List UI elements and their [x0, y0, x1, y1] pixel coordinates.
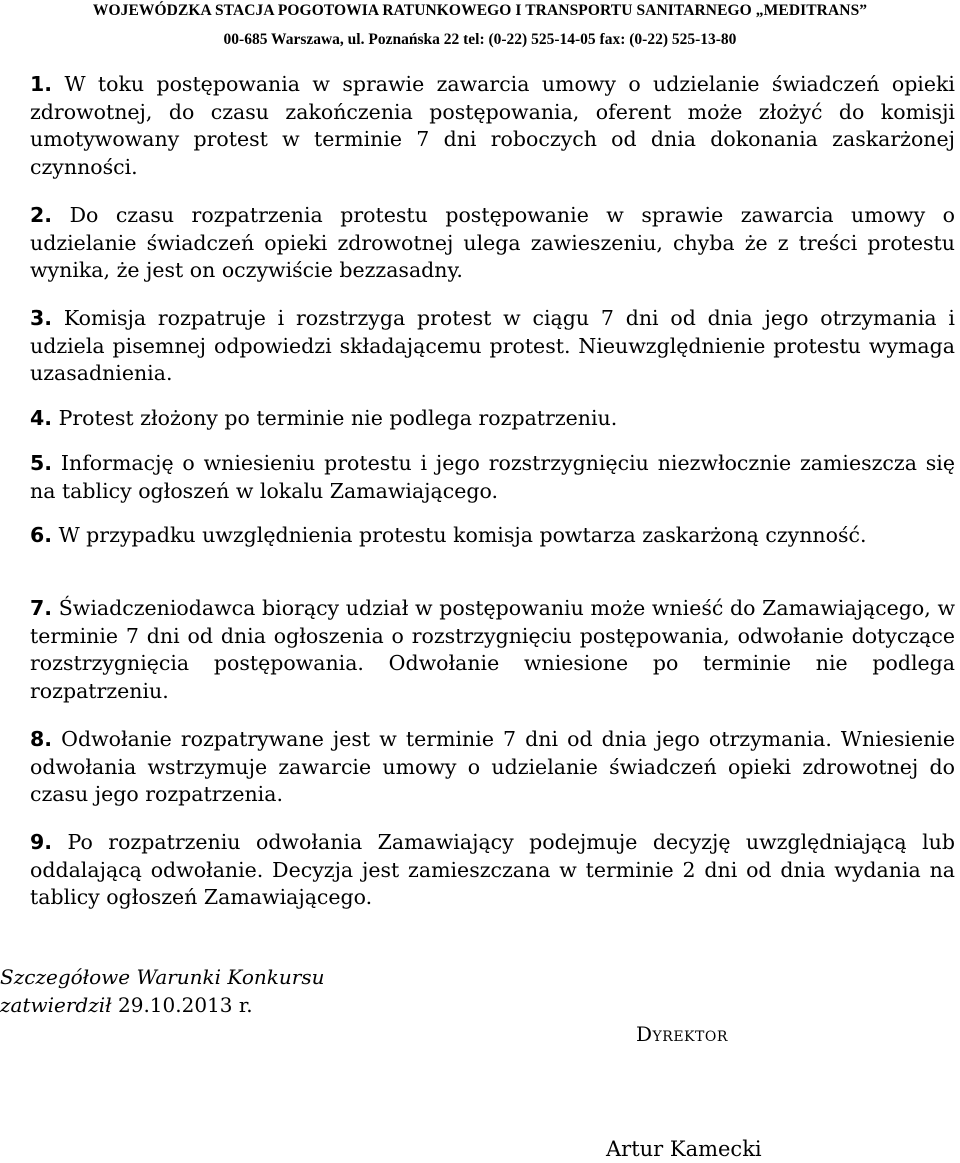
item-number: 2. [30, 203, 53, 227]
item-text: Świadczeniodawca biorący udział w postępowaniu może wnieść do Zamawiającego, w terminie 7 dni od dnia ogłoszenia o rozstrzygnięciu postępowania, odwołanie dotyczące rozstrzygnięcia postępowania. Odwołanie wniesione po terminie nie podlega rozpatrzeniu. [30, 596, 955, 703]
list-item [30, 71, 955, 181]
item-number: 3. [30, 306, 53, 330]
list-item [30, 595, 955, 705]
list-item [30, 829, 955, 912]
approval-line [0, 991, 253, 1019]
item-number: 5. [30, 451, 53, 475]
organization-name: WOJEWÓDZKA STACJA POGOTOWIA RATUNKOWEGO I TRANSPORTU SANITARNEGO „MEDITRANS” [92, 2, 868, 19]
item-text: Komisja rozpatruje i rozstrzyga protest w ciągu 7 dni od dnia jego otrzymania i udziela pisemnej odpowiedzi składającemu protest. Nieuwzględnienie protestu wymaga uzasadnienia. [30, 306, 955, 385]
item-text: Informację o wniesieniu protestu i jego rozstrzygnięciu niezwłocznie zamieszcza się na tablicy ogłoszeń w lokalu Zamawiającego. [30, 451, 955, 503]
item-number: 6. [30, 523, 53, 547]
item-text: W toku postępowania w sprawie zawarcia umowy o udzielanie świadczeń opieki zdrowotnej, do czasu zakończenia postępowania, oferent może złożyć do komisji umotywowany protest w terminie 7 dni roboczych od dnia dokonania zaskarżonej czynności. [30, 72, 955, 179]
approval-date: 29.10.2013 r. [118, 993, 253, 1017]
list-item [30, 305, 955, 388]
list-item [30, 726, 955, 809]
item-text: Do czasu rozpatrzenia protestu postępowanie w sprawie zawarcia umowy o udzielanie świadczeń opieki zdrowotnej ulega zawieszeniu, chyba że z treści protestu wynika, że jest on oczywiście bezzasadny. [30, 203, 955, 282]
item-text: W przypadku uwzględnienia protestu komisja powtarza zaskarżoną czynność. [58, 523, 867, 547]
list-item [30, 450, 955, 505]
item-text: Protest złożony po terminie nie podlega rozpatrzeniu. [58, 406, 618, 430]
item-number: 9. [30, 830, 53, 854]
item-number: 8. [30, 727, 53, 751]
item-number: 7. [30, 596, 53, 620]
item-text: Po rozpatrzeniu odwołania Zamawiający podejmuje decyzję uwzględniającą lub oddalającą odwołanie. Decyzja jest zamieszczana w terminie 2 dni od dnia wydania na tablicy ogłoszeń Zamawiającego. [30, 830, 955, 909]
approved-label: zatwierdził [0, 993, 112, 1017]
signatory-role: Dyrektor [636, 1022, 728, 1046]
item-number: 4. [30, 406, 53, 430]
item-text: Odwołanie rozpatrywane jest w terminie 7 dni od dnia jego otrzymania. Wniesienie odwołania wstrzymuje zawarcie umowy o udzielanie świadczeń opieki zdrowotnej do czasu jego rozpatrzenia. [30, 727, 955, 806]
item-number: 1. [30, 72, 53, 96]
signatory-name: Artur Kamecki [606, 1137, 762, 1161]
list-item [30, 202, 955, 285]
organization-address: 00-685 Warszawa, ul. Poznańska 22 tel: (0-22) 525-14-05 fax: (0-22) 525-13-80 [223, 31, 737, 48]
conditions-title: Szczegółowe Warunki Konkursu [0, 965, 325, 989]
list-item [30, 405, 955, 433]
list-item [30, 522, 955, 550]
